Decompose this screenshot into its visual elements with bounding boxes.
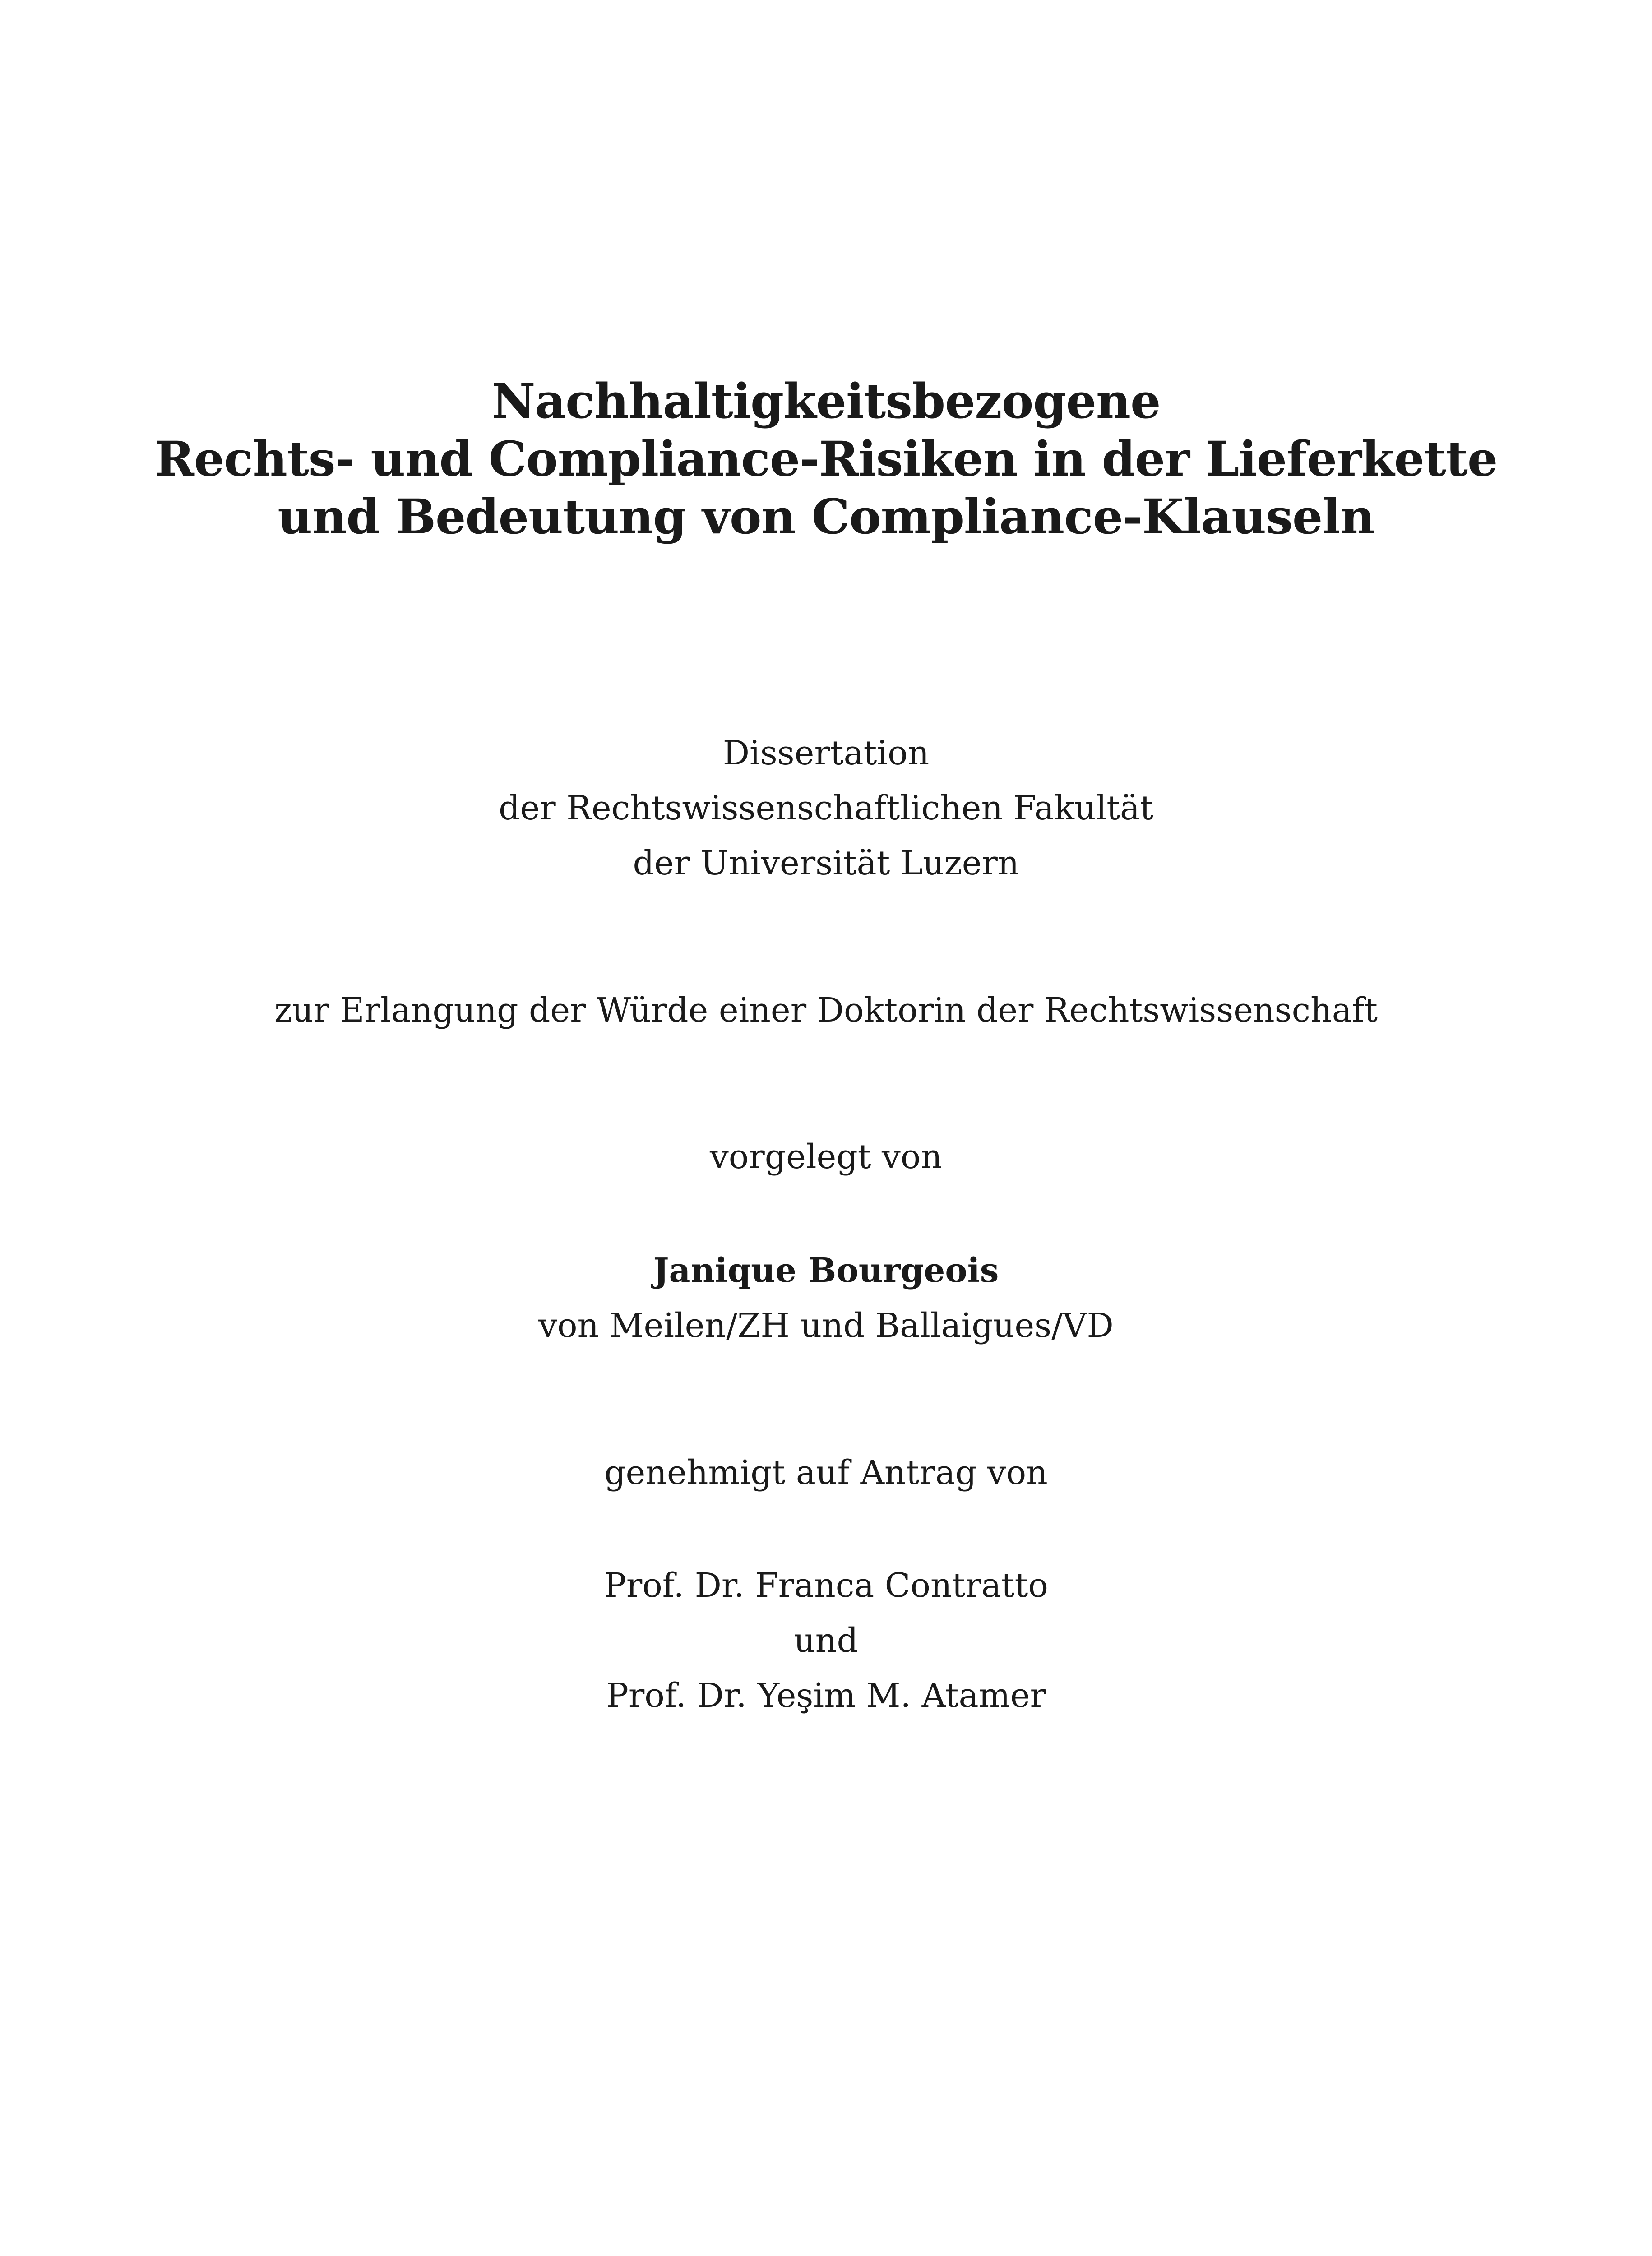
- faculty-name: der Rechtswissenschaftlichen Fakultät: [499, 789, 1153, 828]
- presented-by-text: vorgelegt von: [709, 1137, 942, 1176]
- advisor-first: Prof. Dr. Franca Contratto: [604, 1566, 1048, 1605]
- dissertation-statement: [0, 726, 1652, 891]
- degree-purpose: [0, 983, 1652, 1038]
- degree-purpose-text: zur Erlangung der Würde einer Doktorin der Rechtswissenschaft: [274, 991, 1378, 1030]
- university-name: der Universität Luzern: [633, 844, 1019, 883]
- author-info: [0, 1243, 1652, 1353]
- author-name: Janique Bourgeois: [653, 1251, 999, 1290]
- approval-text: genehmigt auf Antrag von: [604, 1453, 1048, 1492]
- presented-by: [0, 1129, 1652, 1184]
- advisor-conjunction: und: [794, 1621, 858, 1660]
- title-line-1: Nachhaltigkeitsbezogene: [491, 373, 1161, 429]
- dissertation-title: [0, 372, 1652, 546]
- title-line-2: Rechts- und Compliance-Risiken in der Lieferkette: [154, 430, 1498, 487]
- author-origin: von Meilen/ZH und Ballaigues/VD: [538, 1306, 1114, 1345]
- advisor-second: Prof. Dr. Yeşim M. Atamer: [606, 1676, 1046, 1715]
- title-line-3: und Bedeutung von Compliance-Klauseln: [278, 488, 1374, 545]
- dissertation-label: Dissertation: [722, 734, 930, 772]
- approval-statement: [0, 1445, 1652, 1500]
- advisors: [0, 1558, 1652, 1723]
